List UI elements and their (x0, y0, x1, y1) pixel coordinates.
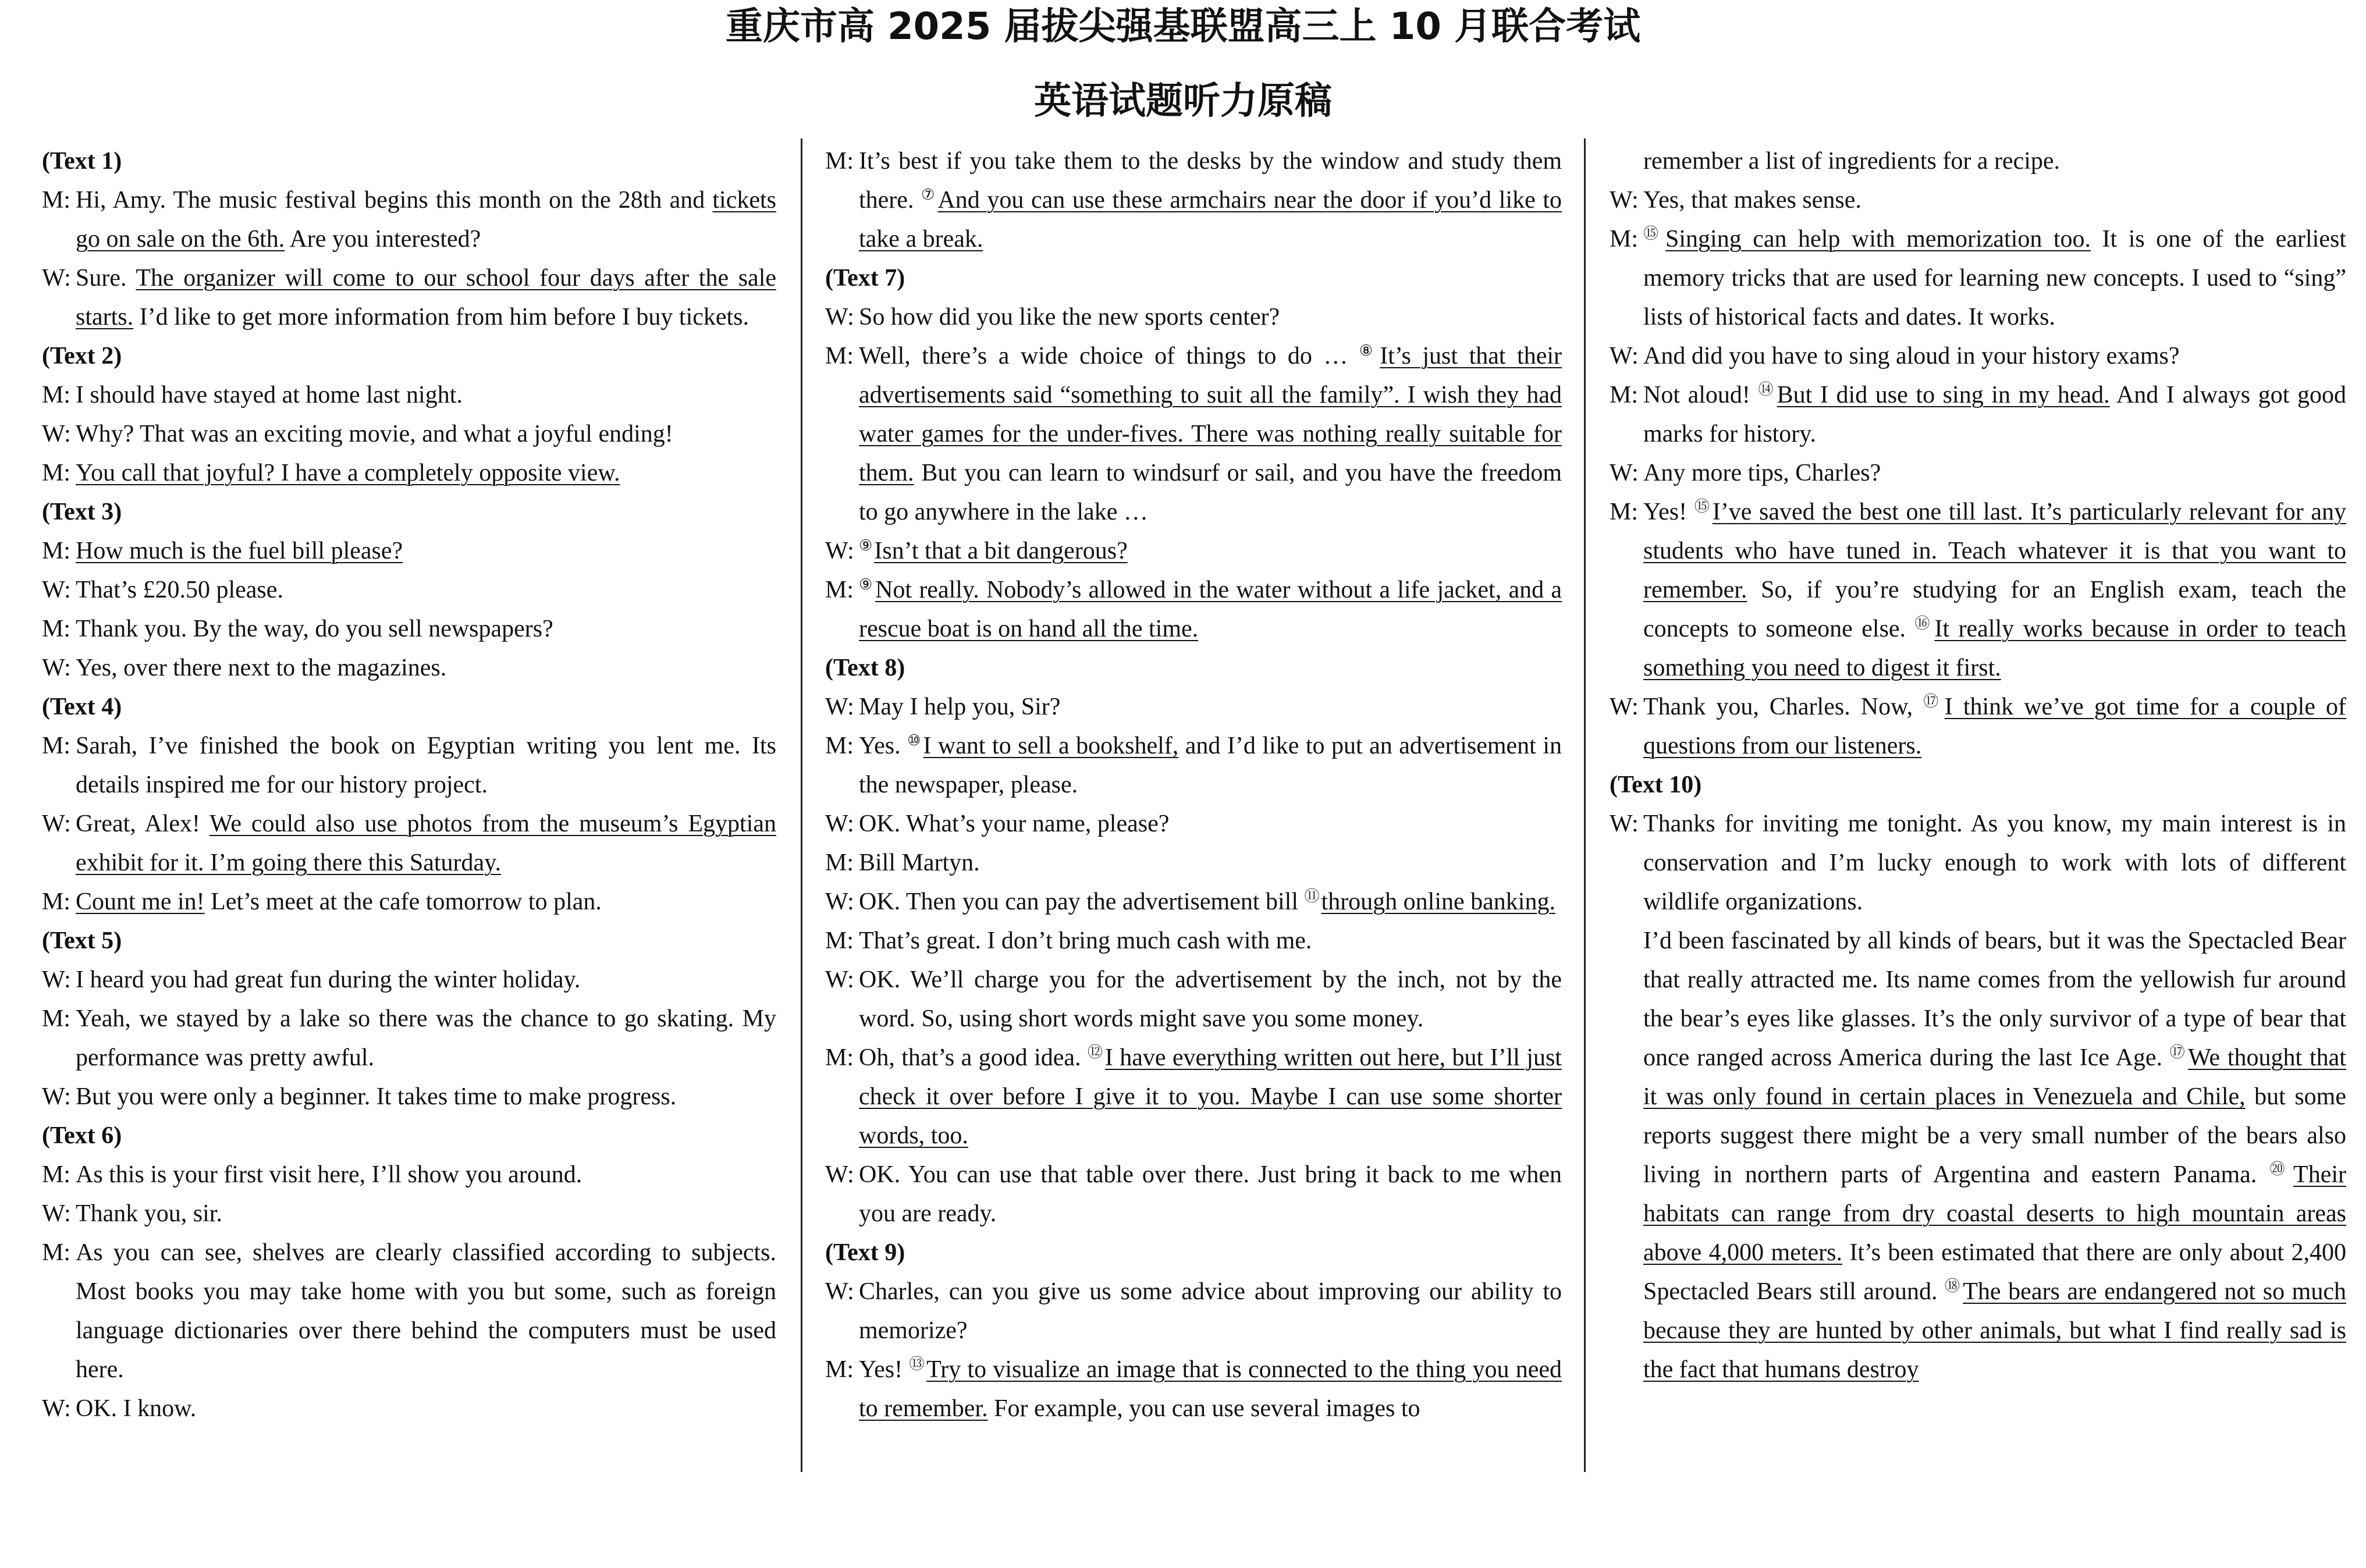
dialogue-line (42, 1389, 776, 1428)
line-text (1643, 688, 2346, 766)
speaker-label: W: (1610, 810, 1639, 837)
dialogue-line (42, 259, 776, 337)
text-segment: And I always got good marks for history. (1643, 382, 2346, 447)
section-label-text-9: (Text 9) (825, 1239, 905, 1266)
document-subtitle: 英语试题听力原稿 (1034, 80, 1332, 123)
speaker-label: M: (825, 927, 854, 954)
question-number-marker: ⑯ (1914, 615, 1933, 632)
text-segment: Great, Alex! (76, 810, 210, 837)
underlined-answer: I want to sell a bookshelf, (923, 733, 1179, 759)
dialogue-line (42, 571, 776, 610)
question-number-marker: ⑪ (1304, 888, 1320, 905)
speaker-label: W: (42, 655, 71, 681)
underlined-answer: Singing can help with memorization too. (1665, 226, 2091, 253)
speaker-label: W: (42, 265, 71, 291)
section-label-text-4: (Text 4) (42, 694, 122, 720)
text-segment: and I’d like to put an advertisement in the newspaper, please. (859, 733, 1562, 798)
underlined-answer: Isn’t that a bit dangerous? (874, 538, 1128, 564)
speaker-label: M: (825, 148, 854, 175)
dialogue-line (42, 1155, 776, 1194)
dialogue-line (825, 337, 1562, 532)
text-segment: For example, you can use several images to (987, 1395, 1420, 1422)
speaker-label: M: (42, 888, 71, 915)
column-divider-left (801, 138, 802, 1472)
line-text: May I help you, Sir? (859, 694, 1061, 720)
line-text: OK. I know. (76, 1395, 197, 1422)
underlined-answer: Their habitats can range from dry coastal deserts to high mountain areas above 4,000 meters. (1643, 1161, 2346, 1266)
speaker-label: M: (42, 1161, 71, 1188)
dialogue-line (825, 142, 1562, 259)
line-text (76, 259, 776, 337)
line-text (859, 571, 1562, 649)
question-number-marker: ⑩ (907, 732, 922, 749)
speaker-label: W: (42, 577, 71, 603)
dialogue-line (1610, 220, 2346, 337)
speaker-label: M: (42, 538, 71, 564)
line-text: OK. What’s your name, please? (859, 810, 1170, 837)
speaker-label: W: (42, 810, 71, 837)
dialogue-line (1610, 688, 2346, 766)
dialogue-line (42, 454, 776, 493)
underlined-answer: It really works because in order to teach something you need to digest it first. (1643, 616, 2346, 681)
underlined-answer: through online banking. (1321, 888, 1555, 915)
dialogue-line (42, 610, 776, 649)
text-segment: I’d been fascinated by all kinds of bears, but it was the Spectacled Bear that really attracted me. Its name comes from the yellowish fur around the bear’s eyes like glasses. It’s the only survivor of a type of bear that once ranged across America during the last Ice Age. (1643, 927, 2346, 1071)
text-segment: Hi, Amy. The music festival begins this month on the 28th and (76, 187, 713, 214)
speaker-label: W: (825, 694, 854, 720)
text-segment: Well, there’s a wide choice of things to do … (859, 343, 1359, 369)
text-segment: But you can learn to windsurf or sail, and you have the freedom to go anywhere in the lake … (859, 460, 1562, 525)
line-text: Yes, that makes sense. (1643, 187, 1861, 214)
text-segment: Not aloud! (1643, 382, 1758, 408)
speaker-label: M: (42, 460, 71, 486)
dialogue-line (825, 1350, 1562, 1428)
dialogue-line (42, 415, 776, 454)
speaker-label: W: (825, 810, 854, 837)
speaker-label: M: (42, 1005, 71, 1032)
speaker-label: W: (825, 1161, 854, 1188)
document-title: 重庆市高 2025 届拔尖强基联盟高三上 10 月联合考试 (725, 5, 1641, 48)
speaker-label: M: (825, 1044, 854, 1071)
line-text (76, 181, 776, 259)
dialogue-line (42, 805, 776, 883)
speaker-label: M: (1610, 499, 1639, 525)
line-text: So how did you like the new sports center? (859, 304, 1280, 330)
line-text (859, 532, 1562, 571)
underlined-answer: I think we’ve got time for a couple of questions from our listeners. (1643, 694, 2346, 759)
speaker-label: W: (42, 1395, 71, 1422)
question-number-marker: ⑨ (859, 537, 873, 554)
underlined-answer: Not really. Nobody’s allowed in the water without a life jacket, and a rescue boat is on hand all the time. (859, 577, 1562, 642)
text-segment: Yes! (859, 1356, 910, 1383)
line-text: I should have stayed at home last night. (76, 382, 463, 408)
dialogue-line (825, 805, 1562, 844)
question-number-marker: ⑫ (1087, 1044, 1103, 1061)
question-number-marker: ⑮ (1643, 225, 1664, 242)
column-divider-right (1584, 138, 1586, 1472)
text-segment: It’s been estimated that there are only about 2,400 Spectacled Bears still around. (1643, 1239, 2346, 1305)
speaker-label: M: (825, 733, 854, 759)
text-segment: It’s best if you take them to the desks by the window and study them there. (859, 148, 1562, 214)
dialogue-line (42, 961, 776, 1000)
text-segment: Yes! (1643, 499, 1694, 525)
section-label-text-8: (Text 8) (825, 655, 905, 681)
question-number-marker: ⑨ (859, 576, 874, 593)
line-text (76, 805, 776, 883)
underlined-answer: We could also use photos from the museum’s Egyptian exhibit for it. I’m going there this Saturday. (76, 810, 776, 876)
speaker-label: W: (42, 421, 71, 447)
line-text (859, 1350, 1562, 1428)
speaker-label: M: (42, 382, 71, 408)
speaker-label: M: (825, 577, 854, 603)
line-text: Charles, can you give us some advice about improving our ability to memorize? (859, 1278, 1562, 1344)
speaker-label: W: (825, 966, 854, 993)
line-text: Thanks for inviting me tonight. As you know, my main interest is in conservation and I’m lucky enough to work with lots of different wildlife organizations. (1643, 810, 2346, 915)
line-text: Yes, over there next to the magazines. (76, 655, 447, 681)
line-text (859, 727, 1562, 805)
line-text (859, 142, 1562, 259)
underlined-answer: tickets go on sale on the 6th. (76, 187, 776, 253)
dialogue-line (1610, 805, 2346, 922)
column-3 (1610, 142, 2346, 1389)
speaker-label: M: (825, 1356, 854, 1383)
line-text: That’s great. I don’t bring much cash with me. (859, 927, 1312, 954)
speaker-label: W: (1610, 187, 1639, 214)
line-text: Yeah, we stayed by a lake so there was the chance to go skating. My performance was pretty awful. (76, 1005, 776, 1071)
dialogue-line (42, 649, 776, 688)
line-text: And did you have to sing aloud in your history exams? (1643, 343, 2180, 369)
speaker-label: W: (1610, 460, 1639, 486)
underlined-answer: I have everything written out here, but I’ll just check it over before I give it to you. Maybe I can use some shorter words, too. (859, 1044, 1562, 1149)
underlined-answer: How much is the fuel bill please? (76, 538, 403, 564)
question-number-marker: ⑮ (1694, 498, 1711, 515)
dialogue-line (825, 961, 1562, 1039)
underlined-answer: I’ve saved the best one till last. It’s particularly relevant for any students who have tuned in. Teach whatever it is that you want to remember. (1643, 499, 2346, 603)
underlined-answer: We thought that it was only found in certain places in Venezuela and Chile, (1643, 1044, 2346, 1110)
speaker-label: W: (825, 304, 854, 330)
speaker-label: M: (42, 1239, 71, 1266)
line-text: Why? That was an exciting movie, and what a joyful ending! (76, 421, 673, 447)
speaker-label: W: (825, 1278, 854, 1305)
dialogue-line (825, 727, 1562, 805)
speaker-label: W: (825, 888, 854, 915)
dialogue-line (42, 727, 776, 805)
text-segment: It is one of the earliest memory tricks that are used for learning new concepts. I used to “sing” lists of historical facts and dates. It works. (1643, 226, 2346, 330)
line-text (76, 532, 776, 571)
dialogue-line (825, 1039, 1562, 1155)
dialogue-line (1610, 454, 2346, 493)
line-text: Sarah, I’ve finished the book on Egyptian writing you lent me. Its details inspired me for our history project. (76, 733, 776, 798)
text-segment: Let’s meet at the cafe tomorrow to plan. (204, 888, 602, 915)
line-text: Any more tips, Charles? (1643, 460, 1881, 486)
underlined-answer: The organizer will come to our school four days after the sale starts. (76, 265, 776, 330)
dialogue-line (42, 532, 776, 571)
speaker-label: M: (825, 849, 854, 876)
underlined-answer: You call that joyful? I have a completely opposite view. (76, 460, 620, 486)
paragraph (1610, 922, 2346, 1389)
dialogue-line (825, 883, 1562, 922)
dialogue-line (42, 376, 776, 415)
dialogue-line (1610, 376, 2346, 454)
column-1 (42, 142, 776, 1428)
line-text (859, 883, 1562, 922)
question-number-marker: ⑬ (909, 1356, 925, 1373)
question-number-marker: ⑭ (1758, 381, 1775, 398)
text-segment: Sure. (76, 265, 136, 291)
question-number-marker: ⑱ (1945, 1278, 1962, 1295)
line-text (1643, 493, 2346, 688)
question-number-marker: ⑦ (921, 186, 936, 203)
dialogue-line (42, 181, 776, 259)
text-segment: Oh, that’s a good idea. (859, 1044, 1088, 1071)
dialogue-line (825, 844, 1562, 883)
dialogue-line (42, 883, 776, 922)
line-text: As you can see, shelves are clearly classified according to subjects. Most books you may take home with you but some, such as foreign language dictionaries over there behind the computers must be used here. (76, 1239, 776, 1383)
line-text (1643, 220, 2346, 337)
speaker-label: M: (42, 187, 71, 214)
section-label-text-7: (Text 7) (825, 265, 905, 291)
text-segment: So, if you’re studying for an English exam, teach the concepts to someone else. (1643, 577, 2346, 642)
line-text: As this is your first visit here, I’ll show you around. (76, 1161, 582, 1188)
speaker-label: M: (1610, 226, 1639, 253)
underlined-answer: It’s just that their advertisements said “something to suit all the family”. I wish they had water games for the under-fives. There was nothing really suitable for them. (859, 343, 1562, 486)
text-segment: I’d like to get more information from him before I buy tickets. (133, 304, 749, 330)
question-number-marker: ⑰ (1923, 693, 1943, 710)
speaker-label: W: (1610, 694, 1639, 720)
question-number-marker: ⑳ (2269, 1161, 2292, 1178)
line-text (76, 883, 776, 922)
dialogue-line (825, 688, 1562, 727)
speaker-label: M: (42, 616, 71, 642)
dialogue-line (825, 532, 1562, 571)
dialogue-line (42, 1078, 776, 1117)
text-segment: Thank you, Charles. Now, (1643, 694, 1924, 720)
dialogue-line (825, 922, 1562, 961)
speaker-label: W: (42, 1200, 71, 1227)
question-number-marker: ⑰ (2169, 1044, 2187, 1061)
line-text: But you were only a beginner. It takes time to make progress. (76, 1083, 677, 1110)
line-text (859, 337, 1562, 532)
dialogue-line (1610, 181, 2346, 220)
dialogue-line (825, 298, 1562, 337)
section-label-text-5: (Text 5) (42, 927, 122, 954)
line-text (76, 454, 776, 493)
line-text: OK. You can use that table over there. Just bring it back to me when you are ready. (859, 1161, 1562, 1227)
column-2 (825, 142, 1562, 1428)
dialogue-line (825, 1155, 1562, 1233)
text-segment: Yes. (859, 733, 908, 759)
underlined-answer: Try to visualize an image that is connected to the thing you need to remember. (859, 1356, 1562, 1422)
dialogue-line (1610, 337, 2346, 376)
line-text: OK. We’ll charge you for the advertisement by the inch, not by the word. So, using short words might save you some money. (859, 966, 1562, 1032)
line-text (1643, 376, 2346, 454)
line-text: Thank you. By the way, do you sell newspapers? (76, 616, 553, 642)
underlined-answer: The bears are endangered not so much because they are hunted by other animals, but what I find really sad is the fact that humans destroy (1643, 1278, 2346, 1383)
underlined-answer: And you can use these armchairs near the door if you’d like to take a break. (859, 187, 1562, 253)
line-text: I heard you had great fun during the winter holiday. (76, 966, 581, 993)
speaker-label: M: (1610, 382, 1639, 408)
section-label-text-2: (Text 2) (42, 343, 122, 369)
speaker-label: W: (42, 1083, 71, 1110)
speaker-label: M: (42, 733, 71, 759)
dialogue-line (825, 571, 1562, 649)
speaker-label: W: (42, 966, 71, 993)
dialogue-line (1610, 493, 2346, 688)
section-label-text-3: (Text 3) (42, 499, 122, 525)
text-segment: OK. Then you can pay the advertisement bill (859, 888, 1305, 915)
dialogue-line (825, 1272, 1562, 1350)
text-segment: but some reports suggest there might be a very small number of the bears also living in northern parts of Argentina and eastern Panama. (1643, 1083, 2346, 1188)
speaker-label: M: (825, 343, 854, 369)
dialogue-line (42, 1233, 776, 1389)
line-text: Thank you, sir. (76, 1200, 222, 1227)
line-text (859, 1039, 1562, 1155)
question-number-marker: ⑧ (1359, 342, 1379, 359)
line-text: Bill Martyn. (859, 849, 980, 876)
speaker-label: W: (825, 538, 854, 564)
continued-line: remember a list of ingredients for a recipe. (1643, 148, 2061, 175)
dialogue-line (42, 1000, 776, 1078)
text-segment: Are you interested? (285, 226, 481, 253)
underlined-answer: Count me in! (76, 888, 205, 915)
section-label-text-6: (Text 6) (42, 1122, 122, 1149)
section-label-text-10: (Text 10) (1610, 771, 1702, 798)
dialogue-line (42, 1194, 776, 1233)
section-label-text-1: (Text 1) (42, 148, 122, 175)
line-text: That’s £20.50 please. (76, 577, 283, 603)
underlined-answer: But I did use to sing in my head. (1777, 382, 2110, 408)
speaker-label: W: (1610, 343, 1639, 369)
